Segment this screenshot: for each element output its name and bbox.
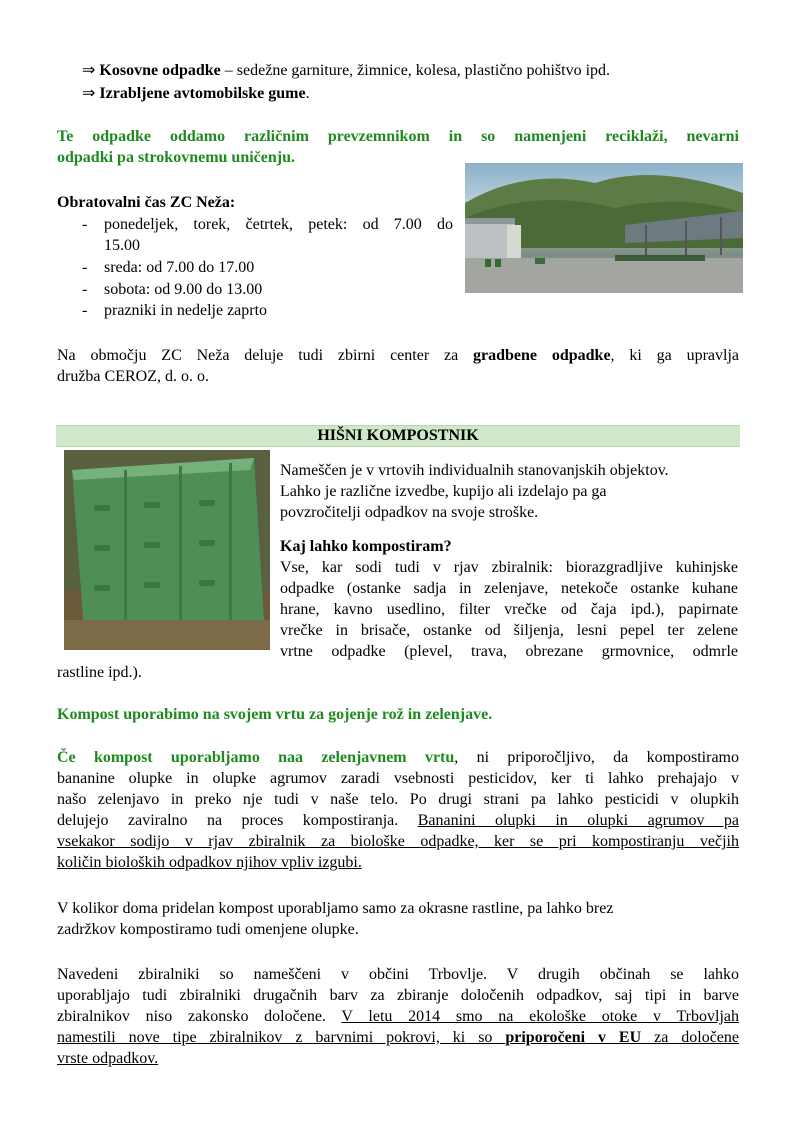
veg-line5: vsekakor sodijo v rjav zbiralnik za biološke odpadke, ker se pri kompostiranju večjih: [57, 833, 739, 850]
veg-text: , ni priporočljivo, da kompostiramo: [454, 749, 740, 766]
compost-use-line: Kompost uporabimo na svojem vrtu za gojenje rož in zelenjave.: [57, 706, 493, 723]
bullet-bold: Izrabljene avtomobilske gume: [99, 85, 306, 102]
arrow-icon: ⇒: [82, 62, 96, 79]
veg-line1: [57, 748, 739, 768]
final-line5: vrste odpadkov.: [57, 1050, 159, 1067]
bullet-bulky-waste: [82, 61, 610, 81]
hours-dash: -: [82, 281, 88, 298]
construction-line1: [57, 346, 739, 366]
hours-dash: -: [82, 259, 88, 276]
veg-line2: bananine olupke in olupke agrumov zaradi vsebnosti pesticidov, ker ti lahko prehajajo v: [57, 770, 739, 787]
hours-item-wednesday: sreda: od 7.00 do 17.00: [104, 259, 255, 276]
compost-answer-line: Vse, kar sodi tudi v rjav zbiralnik: biorazgradljive kuhinjske: [280, 559, 738, 576]
compost-answer-line: vrečke in brisače, ostanke od šiljenja, lesni pepel ter zelene: [280, 622, 738, 639]
composter-photo: [64, 450, 270, 650]
compost-question: Kaj lahko kompostiram?: [280, 538, 452, 555]
veg-line6: količin bioloških odpadkov njihov vpliv izgubi.: [57, 854, 362, 871]
compost-intro-line: Lahko je različne izvedbe, kupijo ali izdelajo pa ga: [280, 483, 607, 500]
final-line4: [57, 1028, 739, 1048]
construction-text: Na območju ZC Neža deluje tudi zbirni center za: [57, 347, 474, 364]
veg-text: delujejo zaviralno na proces kompostiranja.: [57, 812, 418, 829]
section-title: HIŠNI KOMPOSTNIK: [56, 425, 740, 447]
veg-line4: [57, 811, 739, 831]
hours-item-weekdays: ponedeljek, torek, četrtek, petek: od 7.00 do: [104, 216, 453, 233]
home-line1: V kolikor doma pridelan kompost uporabljamo samo za okrasne rastline, pa lahko brez: [57, 900, 614, 917]
final-underlined-text: V letu 2014 smo na ekološke otoke v Trbovljah: [341, 1008, 739, 1025]
veg-line3: našo zelenjavo in preko nje tudi v naše telo. Po drugi strani pa lahko pesticidi v olupkih: [57, 791, 739, 808]
construction-bold: gradbene odpadke: [473, 347, 611, 364]
hours-title: Obratovalni čas ZC Neža:: [57, 194, 236, 211]
arrow-icon: ⇒: [82, 85, 96, 102]
final-line2: uporabljajo tudi zbiralniki drugačnih barv za zbiranje določenih odpadkov, saj tipi in barve: [57, 987, 739, 1004]
compost-answer-line: vrtne odpadke (plevel, trava, obrezane grmovnice, odmrle: [280, 643, 738, 660]
bullet-tires: [82, 84, 310, 104]
bullet-text: – sedežne garniture, žimnice, kolesa, plastično pohištvo ipd.: [220, 62, 611, 79]
compost-answer-line: odpadke (ostanke sadja in zelenjave, netekoče ostanke kuhane: [280, 580, 738, 597]
hours-dash: -: [82, 216, 88, 233]
compost-answer-line: hrane, kavno usedlino, filter vrečke od čaja ipd.), papirnate: [280, 601, 738, 618]
compost-intro-line: povzročitelji odpadkov na svoje stroške.: [280, 504, 539, 521]
hours-item-holidays: prazniki in nedelje zaprto: [104, 302, 268, 319]
bullet-bold: Kosovne odpadke: [99, 62, 221, 79]
final-text: zbiralnikov niso zakonsko določene.: [57, 1008, 342, 1025]
hours-item-weekdays-cont: 15.00: [104, 237, 140, 254]
hours-dash: -: [82, 302, 88, 319]
hours-item-saturday: sobota: od 9.00 do 13.00: [104, 281, 263, 298]
green-paragraph-line2: odpadki pa strokovnemu uničenju.: [57, 149, 295, 166]
bullet-text: .: [305, 85, 310, 102]
collection-center-photo: [465, 163, 743, 293]
final-underlined-text: za določene: [641, 1029, 739, 1046]
veg-green-text: Če kompost uporabljamo naa zelenjavnem vrtu: [57, 749, 455, 766]
final-line1: Navedeni zbiralniki so nameščeni v občini Trbovlje. V drugih občinah se lahko: [57, 966, 739, 983]
construction-text: , ki ga upravlja: [610, 347, 740, 364]
green-paragraph-line1: Te odpadke oddamo različnim prevzemnikom in so namenjeni reciklaži, nevarni: [57, 128, 739, 145]
final-line3: [57, 1007, 739, 1027]
construction-line2: družba CEROZ, d. o. o.: [57, 368, 209, 385]
final-bold-text: priporočeni v EU: [505, 1029, 642, 1046]
compost-intro-line: Nameščen je v vrtovih individualnih stanovanjskih objektov.: [280, 462, 669, 479]
home-line2: zadržkov kompostiramo tudi omenjene olupke.: [57, 921, 359, 938]
final-underlined-text: namestili nove tipe zbiralnikov z barvnimi pokrovi, ki so: [57, 1029, 506, 1046]
compost-answer-last: rastline ipd.).: [57, 664, 142, 681]
veg-underlined-text: Bananini olupki in olupki agrumov pa: [417, 812, 740, 829]
